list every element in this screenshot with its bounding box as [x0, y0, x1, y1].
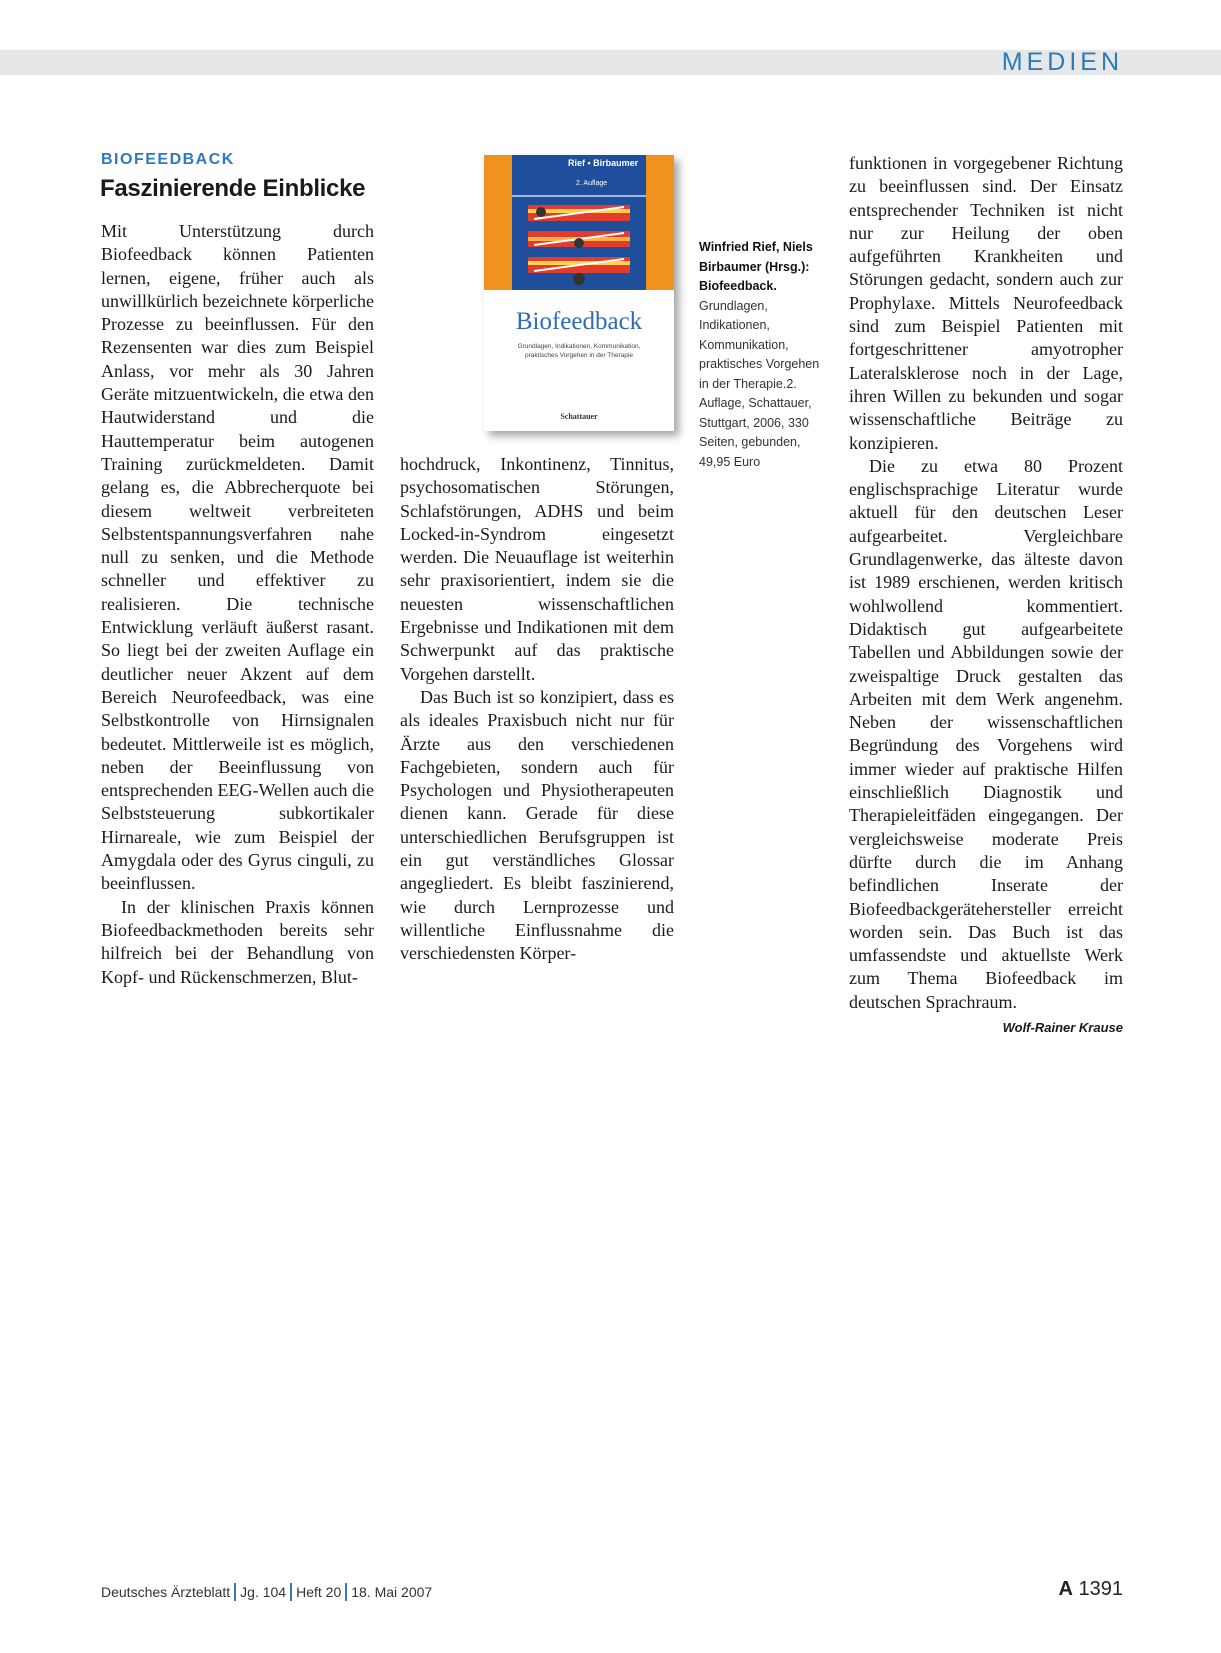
book-caption	[699, 238, 827, 472]
section-label: MEDIEN	[1001, 48, 1123, 76]
cover-edition: 2. Auflage	[576, 180, 608, 187]
footer	[101, 1583, 432, 1601]
cover-authors: Rief • Birbaumer	[568, 158, 639, 168]
paragraph-text: Die zu etwa 80 Prozent englischsprachige Literatur wurde aktuell für den deutschen Leser aufgearbeitet. Vergleichbare Grundlagenwerke, das älteste davon ist 1989 erschienen, werden kritisch wohlwollend kommentiert. Didaktisch gut aufgearbeitete Tabellen und Abbildungen sowie der zweispaltige Druck gestalten das Arbeiten mit dem Werk angenehm. Neben der wissenschaftlichen Begründung des Vorgehens wird immer wieder auf praktische Hilfen einschließlich Diagnostik und Therapieleitfäden eingegangen. Der vergleichsweise moderate Preis dürfte durch die im Anhang befindlichen Inserate der Biofeedbackgerätehersteller erreicht worden sein. Das Buch ist das umfassendste und aktuellste Werk zum Thema Biofeedback im deutschen Sprachraum.	[849, 455, 1123, 1012]
footer-divider	[345, 1583, 347, 1601]
journal-issue: Heft 20	[296, 1584, 342, 1600]
paragraph	[849, 455, 1123, 1035]
cover-publisher: Schattauer	[560, 412, 598, 421]
article-kicker: BIOFEEDBACK	[101, 151, 235, 168]
journal-volume: Jg. 104	[240, 1584, 287, 1600]
article-column-3	[849, 152, 1123, 1039]
footer-divider	[234, 1583, 236, 1601]
paragraph: In der klinischen Praxis können Biofeedbackmethoden bereits sehr hilfreich bei der Behandlung von Kopf- und Rückenschmerzen, Blut-	[101, 896, 374, 987]
paragraph: Das Buch ist so konzipiert, dass es als ideales Praxisbuch nicht nur für Ärzte aus den verschiedenen Fachgebieten, sondern auch für Psychologen und Physiotherapeuten dienen kann. Gerade für diese unterschiedlichen Berufsgruppen ist ein gut verständliches Glossar angegliedert. Es bleibt faszinierend, wie durch Lernprozesse und willentliche Einflussnahme die verschiedensten Körper-	[400, 686, 674, 964]
journal-date: 18. Mai 2007	[351, 1584, 433, 1600]
article-headline: Faszinierende Einblicke	[100, 175, 366, 202]
cover-subtitle-1: Grundlagen, Indikationen, Kommunikation,	[517, 343, 641, 350]
page-number	[1058, 1578, 1123, 1601]
paragraph: funktionen in vorgegebener Richtung zu beeinflussen sind. Der Einsatz entsprechender Techniken ist nicht nur zur Heilung der oben aufgeführten Krankheiten und Störungen gedacht, sondern auch zur Prophylaxe. Mittels Neurofeedback sind zum Beispiel Patienten mit fortgeschrittener amyotropher Lateralsklerose noch in der Lage, ihren Willen zu bekunden und sogar wissenschaftliche Beiträge zu konzipieren.	[849, 153, 1123, 453]
journal-name: Deutsches Ärzteblatt	[101, 1584, 231, 1600]
page-prefix: A	[1058, 1578, 1073, 1600]
cover-subtitle-2: praktisches Vorgehen in der Therapie	[525, 352, 633, 359]
book-cover-image	[484, 155, 674, 431]
paragraph: Mit Unterstützung durch Biofeedback können Patienten lernen, eigene, früher auch als unwillkürlich bezeichnete körperliche Prozesse zu beeinflussen. Für den Rezensenten war dies zum Beispiel Anlass, vor mehr als 30 Jahren Geräte mitzuentwickeln, die etwa den Hautwiderstand und die Hauttemperatur beim autogenen Training zurückmeldeten. Damit gelang es, die Abbrecherquote bei diesem weltweit verbreiteten Selbstentspannungsverfahren nahe null zu senken, und die Methode schneller und effektiver zu realisieren. Die technische Entwicklung verläuft äußerst rasant. So liegt bei der zweiten Auflage ein deutlicher neuer Akzent auf dem Bereich Neurofeedback, was eine Selbstkontrolle von Hirnsignalen bedeutet. Mittlerweile ist es möglich, neben der Beeinflussung von entsprechenden EEG-Wellen auch die Selbststeuerung subkortikaler Hirnareale, wie zum Beispiel der Amygdala oder des Gyrus cinguli, zu beeinflussen.	[101, 221, 374, 894]
caption-title: Winfried Rief, Niels Birbaumer (Hrsg.): Biofeedback.	[699, 240, 813, 293]
caption-details: Grundlagen, Indikationen, Kommunikation, praktisches Vorgehen in der Therapie.2. Auflage, Schattauer, Stuttgart, 2006, 330 Seiten, gebunden, 49,95 Euro	[699, 298, 820, 469]
footer-divider	[290, 1583, 292, 1601]
review-author: Wolf-Rainer Krause	[1002, 1019, 1123, 1035]
cover-title: Biofeedback	[515, 308, 643, 335]
paragraph: hochdruck, Inkontinenz, Tinnitus, psychosomatischen Störungen, Schlafstörungen, ADHS und beim Locked-in-Syndrom eingesetzt werden. Die Neuauflage ist weiterhin sehr praxisorientiert, indem sie die neuesten wissenschaftlichen Ergebnisse und Indikationen mit dem Schwerpunkt auf das praktische Vorgehen darstellt.	[400, 454, 674, 684]
page-number-value: 1391	[1078, 1578, 1123, 1600]
article-column-1	[101, 220, 374, 989]
article-column-2	[400, 453, 674, 966]
